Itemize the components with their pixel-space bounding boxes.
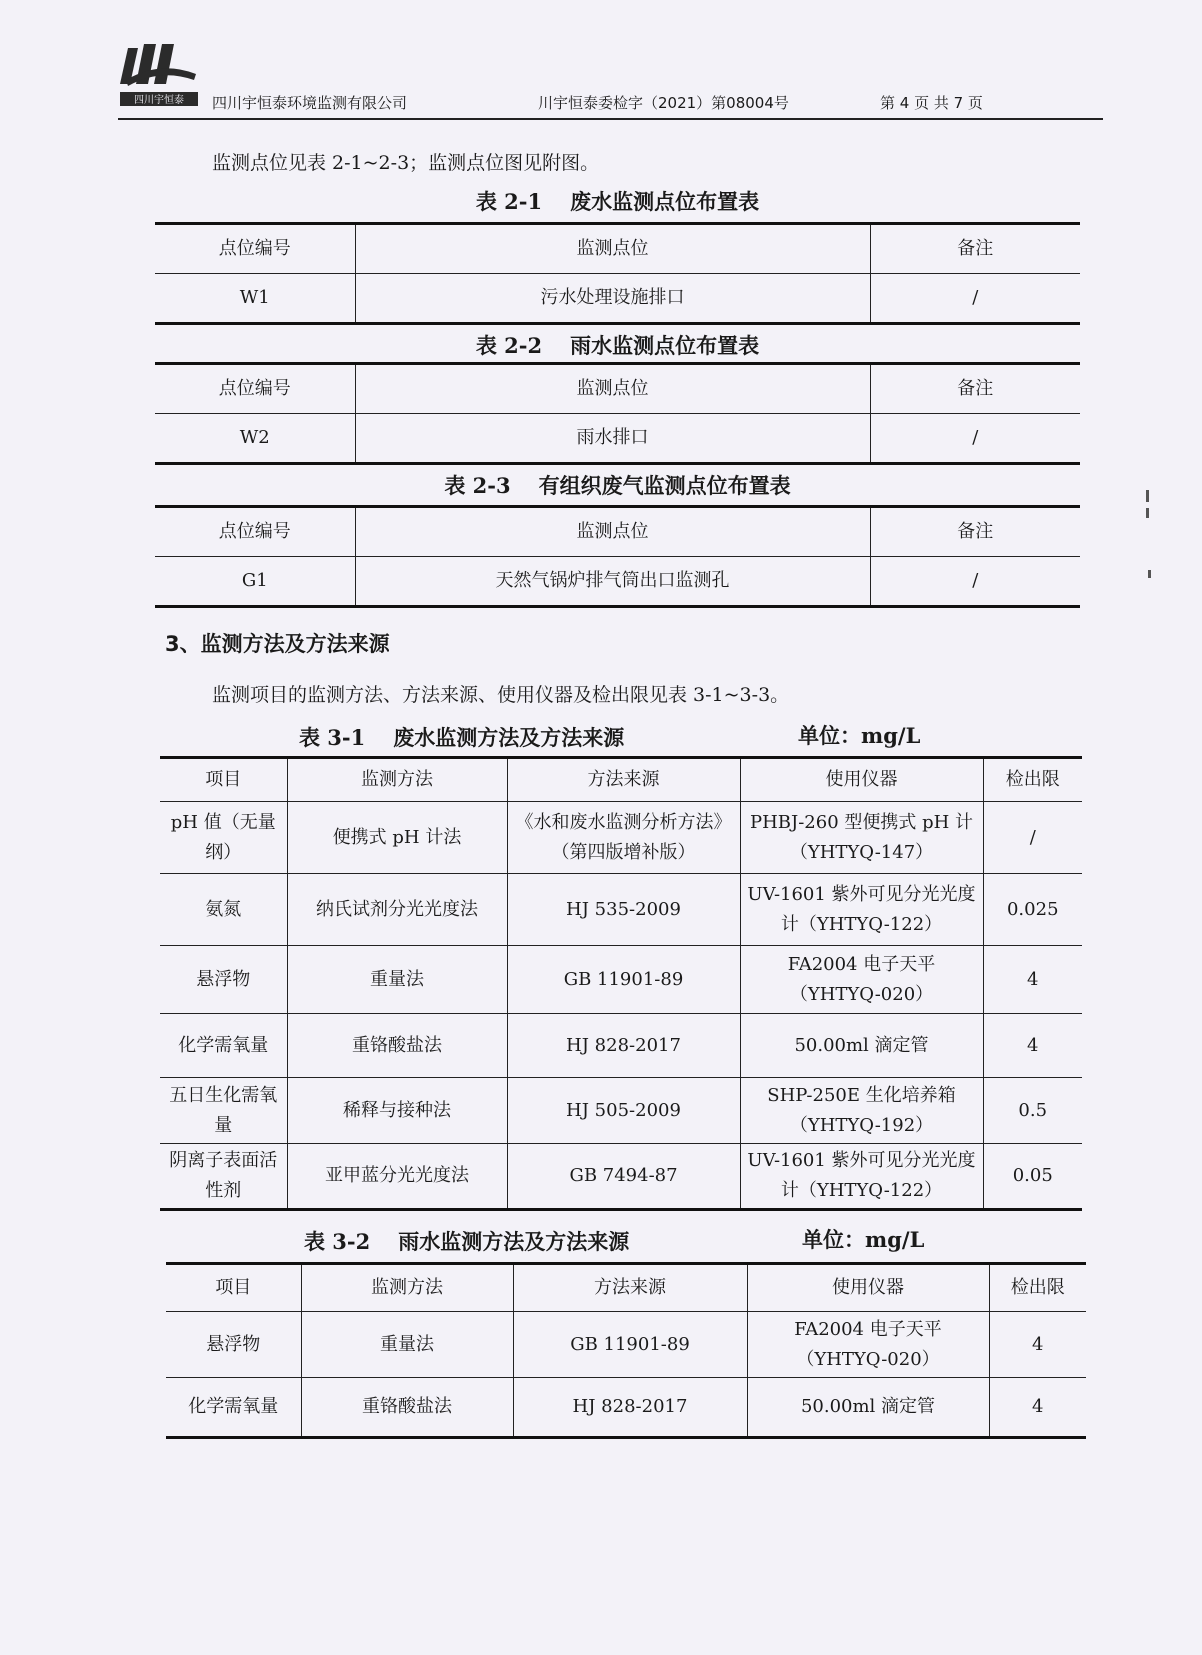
header-cell: 使用仪器 — [740, 758, 983, 802]
table-cell: FA2004 电子天平（YHTYQ-020） — [747, 1312, 989, 1378]
scan-mark — [1146, 490, 1149, 502]
header-cell: 点位编号 — [155, 507, 355, 557]
header-cell: 使用仪器 — [747, 1264, 989, 1312]
table-cell: 重量法 — [301, 1312, 513, 1378]
caption-number: 表 2-2 — [475, 333, 543, 358]
header-cell: 检出限 — [983, 758, 1082, 802]
table-cell: / — [870, 414, 1080, 464]
table-cell: / — [983, 802, 1082, 874]
table-2-2-caption — [155, 330, 1080, 360]
table-cell: 天然气锅炉排气筒出口监测孔 — [355, 557, 870, 607]
caption-title: 有组织废气监测点位布置表 — [538, 473, 791, 498]
header-cell: 项目 — [160, 758, 287, 802]
table-3-2-caption — [290, 1226, 643, 1256]
table-cell: 污水处理设施排口 — [355, 274, 870, 324]
header-cell: 点位编号 — [155, 364, 355, 414]
table-2-3-caption — [155, 470, 1080, 500]
table-cell: HJ 828-2017 — [513, 1378, 747, 1438]
table-row — [166, 1378, 1086, 1438]
table-cell: W1 — [155, 274, 355, 324]
header-cell: 备注 — [870, 364, 1080, 414]
page-number: 第 4 页 共 7 页 — [880, 94, 983, 112]
table-row — [155, 557, 1080, 607]
table-3-2 — [166, 1262, 1086, 1439]
caption-title: 雨水监测方法及方法来源 — [398, 1229, 630, 1254]
table-3-2-unit: 单位：mg/L — [802, 1227, 925, 1252]
table-3-1-unit: 单位：mg/L — [798, 723, 921, 748]
table-header-row — [155, 507, 1080, 557]
table-2-2 — [155, 362, 1080, 465]
table-header-row — [160, 758, 1082, 802]
table-cell: 《水和废水监测分析方法》（第四版增补版） — [507, 802, 740, 874]
table-cell: UV-1601 紫外可见分光光度计（YHTYQ-122） — [740, 1144, 983, 1210]
caption-number: 表 3-1 — [299, 725, 366, 750]
table-header-row — [155, 224, 1080, 274]
table-cell: 0.025 — [983, 874, 1082, 946]
table-cell: UV-1601 紫外可见分光光度计（YHTYQ-122） — [740, 874, 983, 946]
table-cell: 氨氮 — [160, 874, 287, 946]
table-row — [155, 274, 1080, 324]
logo-text: 四川宇恒泰 — [134, 95, 184, 106]
table-cell: 便携式 pH 计法 — [287, 802, 507, 874]
caption-title: 废水监测方法及方法来源 — [393, 725, 625, 750]
table-row — [160, 946, 1082, 1014]
table-cell: 4 — [989, 1312, 1086, 1378]
header-cell: 备注 — [870, 507, 1080, 557]
table-3-1 — [160, 756, 1082, 1211]
header-cell: 监测点位 — [355, 364, 870, 414]
scan-mark — [1146, 508, 1149, 518]
caption-title: 废水监测点位布置表 — [570, 189, 760, 214]
table-cell: 化学需氧量 — [166, 1378, 301, 1438]
header-cell: 项目 — [166, 1264, 301, 1312]
table-cell: 化学需氧量 — [160, 1014, 287, 1078]
header-cell: 点位编号 — [155, 224, 355, 274]
table-cell: 悬浮物 — [160, 946, 287, 1014]
table-row — [160, 1144, 1082, 1210]
table-cell: GB 11901-89 — [507, 946, 740, 1014]
table-2-1-caption — [155, 186, 1080, 216]
header-cell: 方法来源 — [513, 1264, 747, 1312]
table-cell: HJ 505-2009 — [507, 1078, 740, 1144]
header-cell: 监测方法 — [287, 758, 507, 802]
table-cell: 4 — [989, 1378, 1086, 1438]
table-cell: HJ 535-2009 — [507, 874, 740, 946]
table-cell: 稀释与接种法 — [287, 1078, 507, 1144]
page-header — [118, 40, 1103, 120]
table-cell: 悬浮物 — [166, 1312, 301, 1378]
table-cell: G1 — [155, 557, 355, 607]
table-cell: 五日生化需氧量 — [160, 1078, 287, 1144]
table-row — [155, 414, 1080, 464]
table-2-1 — [155, 222, 1080, 325]
table-cell: 0.05 — [983, 1144, 1082, 1210]
table-cell: GB 7494-87 — [507, 1144, 740, 1210]
header-cell: 检出限 — [989, 1264, 1086, 1312]
table-cell: 4 — [983, 946, 1082, 1014]
table-cell: pH 值（无量纲） — [160, 802, 287, 874]
table-cell: PHBJ-260 型便携式 pH 计（YHTYQ-147） — [740, 802, 983, 874]
table-cell: 50.00ml 滴定管 — [740, 1014, 983, 1078]
table-cell: 雨水排口 — [355, 414, 870, 464]
header-cell: 监测方法 — [301, 1264, 513, 1312]
header-cell: 监测点位 — [355, 507, 870, 557]
table-2-3 — [155, 505, 1080, 608]
table-cell: GB 11901-89 — [513, 1312, 747, 1378]
company-logo — [120, 40, 198, 114]
scan-mark — [1148, 570, 1151, 578]
table-header-row — [166, 1264, 1086, 1312]
header-cell: 方法来源 — [507, 758, 740, 802]
header-cell: 备注 — [870, 224, 1080, 274]
section-3-intro: 监测项目的监测方法、方法来源、使用仪器及检出限见表 3-1~3-3。 — [212, 684, 790, 706]
table-cell: 0.5 — [983, 1078, 1082, 1144]
table-cell: W2 — [155, 414, 355, 464]
table-header-row — [155, 364, 1080, 414]
table-cell: / — [870, 274, 1080, 324]
caption-title: 雨水监测点位布置表 — [570, 333, 760, 358]
caption-number: 表 3-2 — [304, 1229, 371, 1254]
table-row — [160, 1078, 1082, 1144]
table-cell: / — [870, 557, 1080, 607]
caption-number: 表 2-3 — [444, 473, 511, 498]
table-row — [166, 1312, 1086, 1378]
company-name: 四川宇恒泰环境监测有限公司 — [212, 94, 408, 112]
header-cell: 监测点位 — [355, 224, 870, 274]
table-cell: FA2004 电子天平（YHTYQ-020） — [740, 946, 983, 1014]
table-row — [160, 1014, 1082, 1078]
table-cell: 重铬酸盐法 — [301, 1378, 513, 1438]
table-cell: 亚甲蓝分光光度法 — [287, 1144, 507, 1210]
caption-number: 表 2-1 — [475, 189, 543, 214]
table-cell: 阴离子表面活性剂 — [160, 1144, 287, 1210]
table-cell: 重铬酸盐法 — [287, 1014, 507, 1078]
table-cell: SHP-250E 生化培养箱（YHTYQ-192） — [740, 1078, 983, 1144]
table-cell: 重量法 — [287, 946, 507, 1014]
section-3-title: 3、监测方法及方法来源 — [165, 632, 390, 656]
table-row — [160, 874, 1082, 946]
intro-points-text: 监测点位见表 2-1~2-3；监测点位图见附图。 — [212, 152, 600, 174]
table-cell: 50.00ml 滴定管 — [747, 1378, 989, 1438]
table-row — [160, 802, 1082, 874]
table-cell: 纳氏试剂分光光度法 — [287, 874, 507, 946]
table-3-1-caption — [285, 722, 638, 752]
table-cell: HJ 828-2017 — [507, 1014, 740, 1078]
document-number: 川宇恒泰委检字（2021）第08004号 — [538, 94, 789, 112]
table-cell: 4 — [983, 1014, 1082, 1078]
